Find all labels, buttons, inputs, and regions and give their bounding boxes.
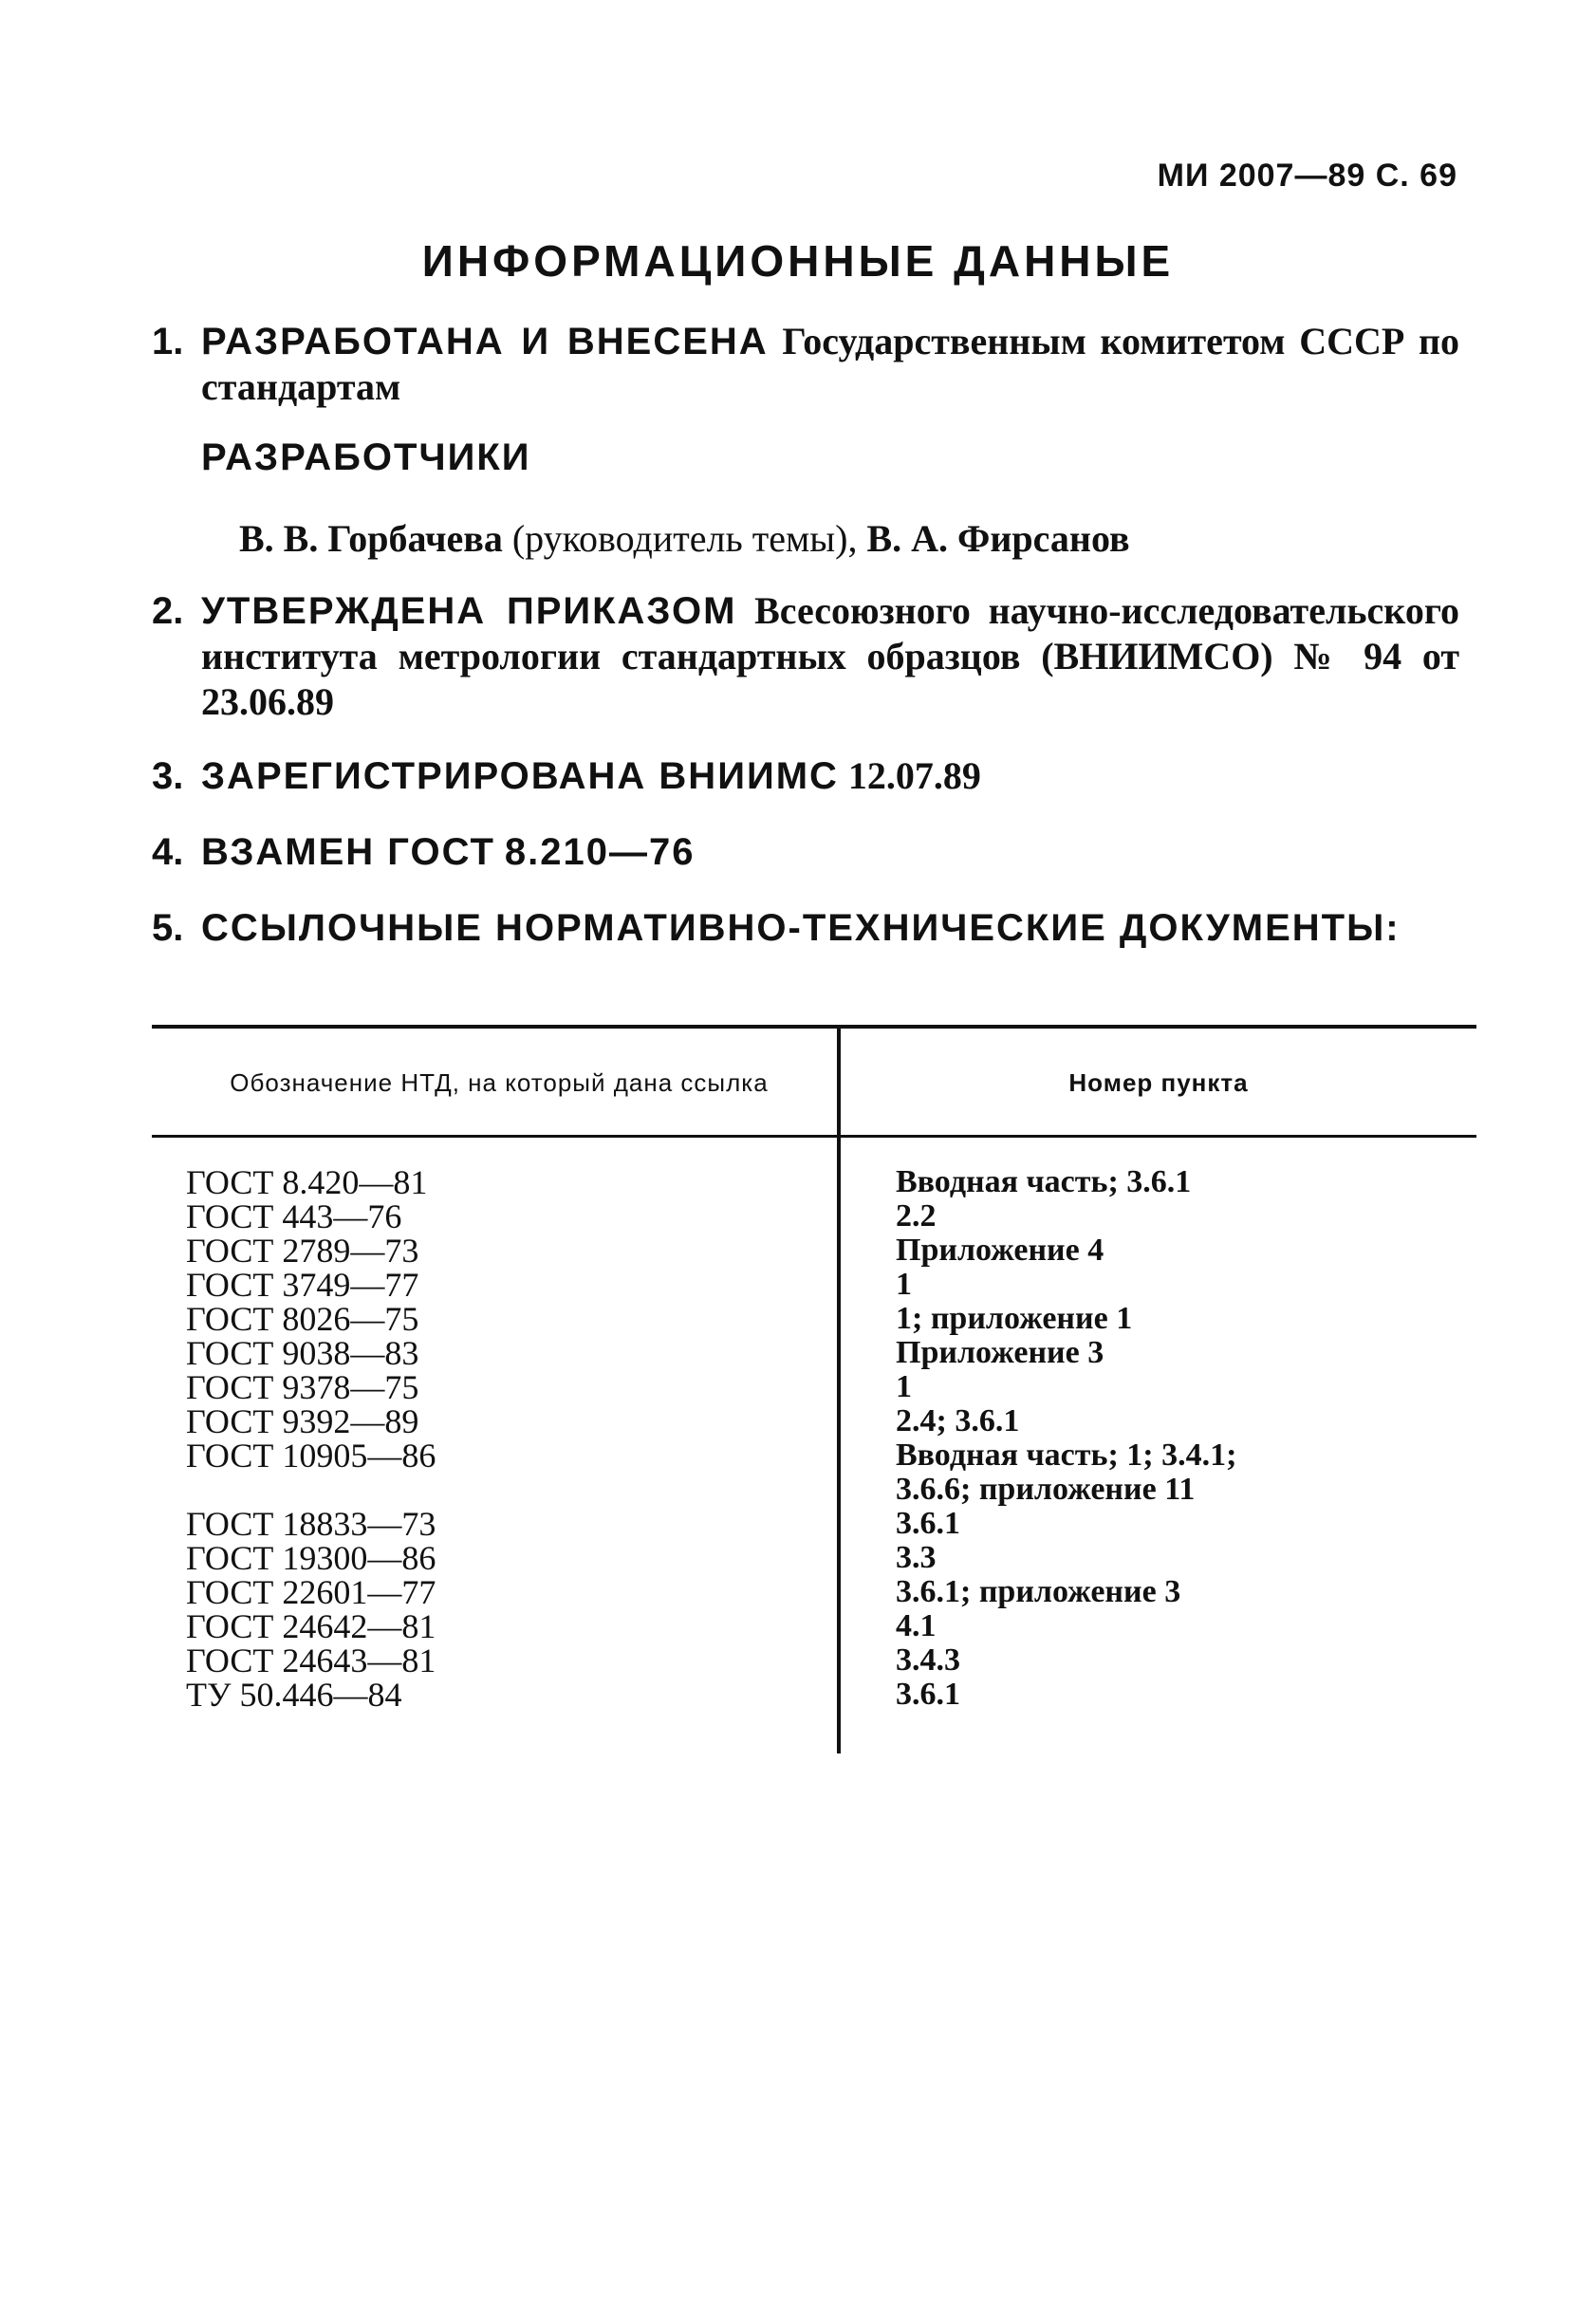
table-cell-document: ГОСТ 24643—81 [186,1642,436,1679]
table-cell-clause: 1 [896,1267,912,1302]
table-cell-document: ГОСТ 24642—81 [186,1607,436,1645]
table-cell-clause: 2.4; 3.6.1 [896,1403,1020,1438]
developer-name: В. В. Горбачева [239,517,503,560]
item-text: 8.210—76 [504,831,696,873]
table-column-divider [837,1025,841,1753]
item-number: 1. [152,321,184,362]
info-item-3 [152,753,1459,799]
info-item-5 [152,905,1459,951]
table-cell-document: ГОСТ 2789—73 [186,1232,419,1270]
table-cell-clause: 3.6.1 [896,1506,960,1541]
developers-list [239,516,1130,561]
info-item-4 [152,829,1459,875]
item-lead: УТВЕРЖДЕНА ПРИКАЗОМ [201,590,737,632]
table-cell-clause: 1; приложение 1 [896,1301,1133,1336]
table-header-rule [152,1135,1476,1138]
table-cell-document: ГОСТ 8026—75 [186,1300,419,1338]
info-item-2 [152,588,1459,725]
item-number: 3. [152,755,184,797]
table-spacer [186,1473,436,1507]
table-cell-clause: Приложение 3 [896,1335,1104,1370]
table-cell-clause: Приложение 4 [896,1233,1104,1268]
table-cell-document: ГОСТ 443—76 [186,1197,402,1235]
table-cell-clause: 2.2 [896,1198,937,1234]
table-cell-document: ГОСТ 18833—73 [186,1505,436,1543]
table-cell-clause: 3.6.1 [896,1677,960,1712]
references-table [152,1025,1476,1755]
item-text: 12.07.89 [847,754,981,797]
column-header-clause: Номер пункта [1068,1068,1249,1097]
table-cell-document: ГОСТ 10905—86 [186,1437,436,1475]
table-cell-document: ГОСТ 3749—77 [186,1266,419,1304]
table-cell-clause: 1 [896,1369,912,1404]
developer-name: В. А. Фирсанов [866,517,1130,560]
item-text: Всесоюзного научно-исследовательского института метрологии стандартных образцов (ВНИИМСО) № 94 от 23.06.89 [201,589,1459,723]
item-number: 4. [152,831,184,873]
table-cell-document: ГОСТ 9392—89 [186,1402,419,1440]
table-cell-document: ГОСТ 8.420—81 [186,1163,428,1201]
table-cell-clause: 3.3 [896,1540,937,1575]
item-lead: ССЫЛОЧНЫЕ НОРМАТИВНО-ТЕХНИЧЕСКИЕ ДОКУМЕНТЫ: [201,907,1401,949]
table-top-rule [152,1025,1476,1029]
table-cell-document: ТУ 50.446—84 [186,1676,402,1714]
item-lead: ЗАРЕГИСТРИРОВАНА ВНИИМС [201,755,839,797]
table-cell-clause: Вводная часть; 3.6.1 [896,1164,1192,1199]
item-number: 2. [152,590,184,632]
item-lead: РАЗРАБОТАНА И ВНЕСЕНА [201,321,769,362]
item-lead: ВЗАМЕН ГОСТ [201,831,495,873]
table-cell-document: ГОСТ 19300—86 [186,1539,436,1577]
developer-role: (руководитель темы), [502,517,867,560]
developers-heading: РАЗРАБОТЧИКИ [201,436,531,478]
item-text: Государственным комитетом СССР по стандартам [201,320,1460,408]
document-column [186,1165,436,1712]
table-cell-document: ГОСТ 9378—75 [186,1368,419,1406]
clause-column [896,1165,1236,1712]
column-header-document: Обозначение НТД, на который дана ссылка [230,1068,769,1097]
table-cell-document: ГОСТ 22601—77 [186,1573,436,1611]
table-cell-clause: 3.4.3 [896,1642,960,1678]
table-cell-clause: 4.1 [896,1608,937,1643]
page-title: ИНФОРМАЦИОННЫЕ ДАННЫЕ [421,236,1175,286]
running-head: МИ 2007—89 С. 69 [1157,158,1457,194]
item-number: 5. [152,907,184,949]
table-cell-clause: 3.6.1; приложение 3 [896,1574,1181,1609]
info-item-1 [152,319,1459,410]
table-cell-clause: 3.6.6; приложение 11 [896,1472,1196,1507]
table-cell-document: ГОСТ 9038—83 [186,1334,419,1372]
table-cell-clause: Вводная часть; 1; 3.4.1; [896,1438,1237,1473]
